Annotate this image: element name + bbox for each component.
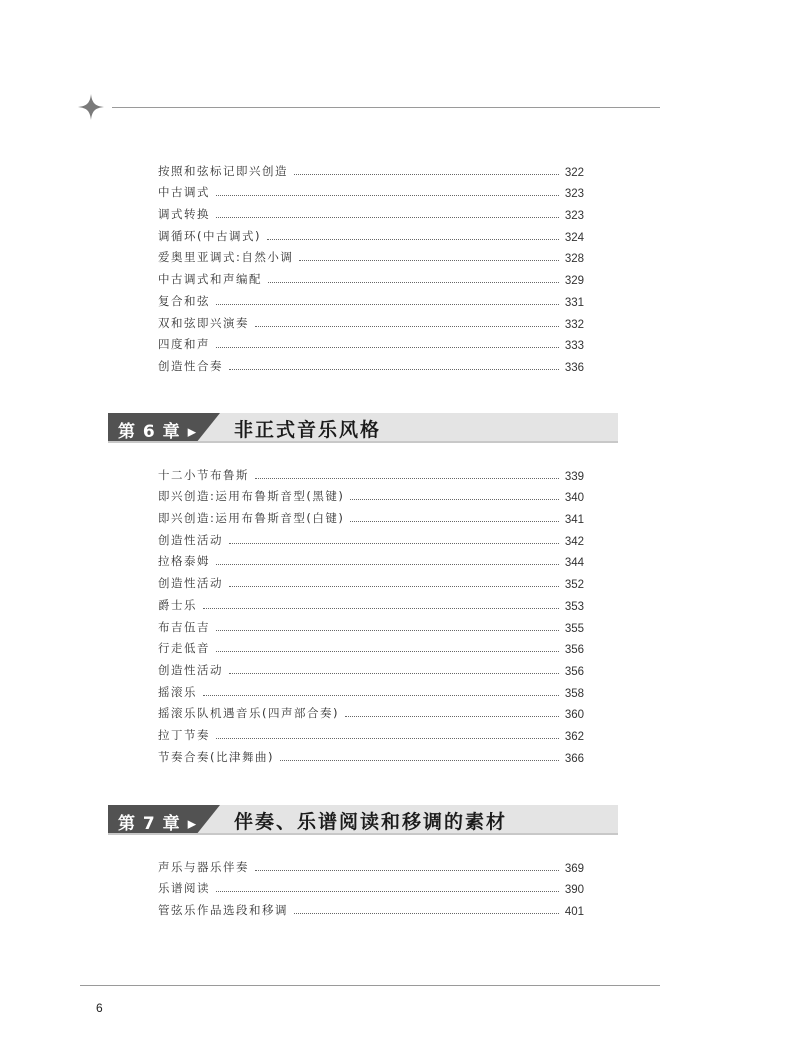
toc-entry[interactable] [158, 309, 584, 331]
header-rule [112, 107, 660, 108]
toc-entry[interactable] [158, 526, 584, 548]
toc-entry-title: 复合和弦 [158, 293, 210, 308]
toc-entry-page: 390 [564, 884, 584, 897]
toc-entry[interactable] [158, 896, 584, 918]
footer-rule [80, 985, 660, 986]
toc-entry[interactable] [158, 569, 584, 591]
toc-entry-page: 333 [564, 340, 584, 353]
leader-dots [229, 369, 559, 370]
toc-entry[interactable] [158, 613, 584, 635]
toc-entry-page: 360 [564, 709, 584, 722]
chapter-number-label: 第 7 章 ▸ [118, 814, 198, 834]
toc-entry-page: 322 [564, 166, 584, 179]
leader-dots [203, 695, 559, 696]
toc-entry-title: 节奏合奏(比津舞曲) [158, 749, 274, 764]
toc-entry[interactable] [158, 352, 584, 374]
toc-entry[interactable] [158, 548, 584, 570]
toc-entry-title: 创造性合奏 [158, 358, 223, 373]
leader-dots [350, 499, 559, 500]
toc-entry[interactable] [158, 483, 584, 505]
toc-entry-page: 344 [564, 557, 584, 570]
toc-entry-title: 创造性活动 [158, 532, 223, 547]
leader-dots [255, 326, 559, 327]
toc-entry[interactable] [158, 179, 584, 201]
toc-entry-page: 342 [564, 535, 584, 548]
toc-entry-title: 爵士乐 [158, 597, 197, 612]
toc-entry[interactable] [158, 244, 584, 266]
four-point-star-icon [78, 94, 104, 120]
leader-dots [216, 738, 559, 739]
toc-entry[interactable] [158, 721, 584, 743]
leader-dots [216, 564, 559, 565]
leader-dots [268, 282, 559, 283]
leader-dots [267, 239, 559, 240]
toc-entry[interactable] [158, 265, 584, 287]
chapter-7-header [108, 805, 618, 835]
toc-entry[interactable] [158, 331, 584, 353]
toc-entry[interactable] [158, 635, 584, 657]
toc-section-chapter-7 [158, 853, 584, 918]
toc-entry-title: 摇滚乐 [158, 684, 197, 699]
leader-dots [229, 673, 559, 674]
leader-dots [294, 913, 559, 914]
leader-dots [350, 521, 559, 522]
toc-entry-title: 行走低音 [158, 641, 210, 656]
leader-dots [255, 478, 559, 479]
leader-dots [229, 543, 559, 544]
toc-entry[interactable] [158, 700, 584, 722]
toc-section-chapter-6 [158, 461, 584, 765]
toc-entry[interactable] [158, 504, 584, 526]
chapter-title[interactable]: 非正式音乐风格 [234, 419, 382, 441]
toc-entry-page: 366 [564, 752, 584, 765]
toc-entry[interactable] [158, 678, 584, 700]
toc-entry-page: 369 [564, 862, 584, 875]
toc-entry-title: 调循环(中古调式) [158, 228, 261, 243]
toc-entry-page: 323 [564, 210, 584, 223]
leader-dots [299, 260, 559, 261]
leader-dots [216, 651, 559, 652]
toc-entry-title: 乐谱阅读 [158, 881, 210, 896]
toc-entry-title: 拉丁节奏 [158, 727, 210, 742]
toc-entry[interactable] [158, 461, 584, 483]
leader-dots [216, 891, 559, 892]
leader-dots [216, 217, 559, 218]
toc-entry[interactable] [158, 743, 584, 765]
toc-entry-title: 拉格泰姆 [158, 554, 210, 569]
leader-dots [229, 586, 559, 587]
toc-entry-page: 332 [564, 318, 584, 331]
page-number: 6 [96, 1001, 103, 1015]
toc-entry-title: 创造性活动 [158, 576, 223, 591]
leader-dots [216, 347, 559, 348]
toc-entry-title: 布吉伍吉 [158, 619, 210, 634]
toc-entry-page: 352 [564, 579, 584, 592]
toc-entry[interactable] [158, 875, 584, 897]
toc-entry-title: 调式转换 [158, 207, 210, 222]
toc-entry-page: 340 [564, 492, 584, 505]
toc-entry-title: 管弦乐作品选段和移调 [158, 903, 288, 918]
toc-entry-page: 358 [564, 687, 584, 700]
leader-dots [216, 304, 559, 305]
toc-entry[interactable] [158, 200, 584, 222]
toc-entry-page: 356 [564, 644, 584, 657]
toc-entry-title: 中古调式 [158, 185, 210, 200]
chapter-number-label: 第 6 章 ▸ [118, 422, 198, 442]
toc-entry-page: 336 [564, 361, 584, 374]
chapter-6-header [108, 413, 618, 443]
toc-entry-page: 356 [564, 665, 584, 678]
toc-entry-title: 即兴创造:运用布鲁斯音型(黑键) [158, 489, 345, 504]
toc-entry-title: 十二小节布鲁斯 [158, 467, 249, 482]
toc-entry-page: 328 [564, 253, 584, 266]
toc-entry-page: 323 [564, 188, 584, 201]
leader-dots [255, 870, 559, 871]
toc-entry[interactable] [158, 656, 584, 678]
toc-entry-title: 即兴创造:运用布鲁斯音型(白键) [158, 511, 345, 526]
toc-entry[interactable] [158, 157, 584, 179]
toc-entry-title: 摇滚乐队机遇音乐(四声部合奏) [158, 706, 339, 721]
leader-dots [203, 608, 559, 609]
toc-entry-title: 按照和弦标记即兴创造 [158, 163, 288, 178]
toc-entry-page: 362 [564, 730, 584, 743]
toc-entry-page: 355 [564, 622, 584, 635]
toc-entry-page: 353 [564, 600, 584, 613]
toc-entry-title: 四度和声 [158, 337, 210, 352]
toc-entry-title: 声乐与器乐伴奏 [158, 859, 249, 874]
chapter-title[interactable]: 伴奏、乐谱阅读和移调的素材 [234, 811, 508, 833]
toc-entry-title: 爱奥里亚调式:自然小调 [158, 250, 294, 265]
toc-entry-title: 创造性活动 [158, 662, 223, 677]
toc-entry-page: 401 [564, 906, 584, 919]
toc-entry-page: 341 [564, 514, 584, 527]
toc-entry[interactable] [158, 222, 584, 244]
toc-entry[interactable] [158, 287, 584, 309]
leader-dots [216, 195, 559, 196]
toc-entry-page: 339 [564, 470, 584, 483]
toc-entry-title: 中古调式和声编配 [158, 272, 262, 287]
leader-dots [280, 760, 559, 761]
toc-entry[interactable] [158, 853, 584, 875]
leader-dots [294, 174, 559, 175]
leader-dots [345, 716, 559, 717]
leader-dots [216, 630, 559, 631]
toc-entry-page: 324 [564, 231, 584, 244]
toc-entry-title: 双和弦即兴演奏 [158, 315, 249, 330]
toc-entry[interactable] [158, 591, 584, 613]
toc-section-continued [158, 157, 584, 374]
toc-entry-page: 331 [564, 296, 584, 309]
toc-entry-page: 329 [564, 275, 584, 288]
